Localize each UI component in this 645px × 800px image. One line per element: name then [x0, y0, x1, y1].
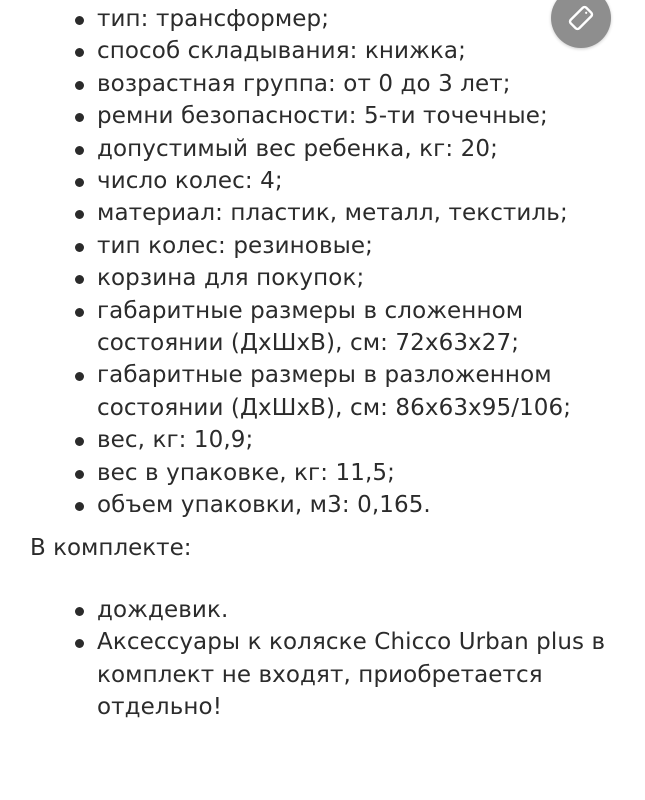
spec-item — [0, 3, 645, 35]
bullet-icon — [75, 502, 84, 511]
spec-item — [0, 165, 645, 197]
bullet-icon — [75, 81, 84, 90]
spec-text: габаритные размеры в сложенном состоянии (ДхШхВ), см: 72х63х27; — [97, 297, 524, 357]
spec-text: материал: пластик, металл, текстиль; — [97, 200, 568, 227]
spec-item — [0, 424, 645, 456]
spec-text: объем упаковки, м3: 0,165. — [97, 492, 431, 519]
bullet-icon — [75, 210, 84, 219]
spec-item — [0, 133, 645, 165]
spec-item — [0, 457, 645, 489]
spec-text: тип колес: резиновые; — [97, 232, 373, 259]
spec-text: вес, кг: 10,9; — [97, 427, 254, 454]
bullet-icon — [75, 470, 84, 479]
kit-list — [0, 594, 645, 724]
spec-item — [0, 262, 645, 294]
rotate-screen-icon — [565, 2, 597, 34]
bullet-icon — [75, 308, 84, 317]
bullet-icon — [75, 372, 84, 381]
spec-text: способ складывания: книжка; — [97, 38, 466, 65]
spec-text: возрастная группа: от 0 до 3 лет; — [97, 70, 511, 97]
bullet-icon — [75, 146, 84, 155]
spec-text: допустимый вес ребенка, кг: 20; — [97, 135, 498, 162]
spec-text: число колес: 4; — [97, 168, 283, 195]
bullet-icon — [75, 607, 84, 616]
spec-text: тип: трансформер; — [97, 6, 330, 32]
bullet-icon — [75, 275, 84, 284]
bullet-icon — [75, 178, 84, 187]
spec-text: корзина для покупок; — [97, 265, 365, 292]
kit-text: Аксессуары к коляске Chicco Urban plus в комплект не входят, приобретается отдельно! — [97, 629, 606, 721]
spec-item — [0, 100, 645, 132]
kit-item — [0, 594, 645, 626]
spec-item — [0, 489, 645, 521]
spec-item — [0, 68, 645, 100]
kit-item — [0, 626, 645, 723]
bullet-icon — [75, 437, 84, 446]
spec-item — [0, 359, 645, 424]
bullet-icon — [75, 243, 84, 252]
spec-text: вес в упаковке, кг: 11,5; — [97, 459, 395, 486]
spec-item — [0, 197, 645, 229]
bullet-icon — [75, 48, 84, 57]
kit-text: дождевик. — [97, 597, 229, 623]
spec-text: ремни безопасности: 5-ти точечные; — [97, 103, 548, 130]
bullet-icon — [75, 113, 84, 122]
spec-text: габаритные размеры в разложенном состоянии (ДхШхВ), см: 86х63х95/106; — [97, 362, 572, 421]
bullet-icon — [75, 16, 84, 25]
specs-list — [0, 3, 645, 522]
spec-item — [0, 35, 645, 67]
spec-item — [0, 295, 645, 360]
kit-section-title: В комплекте: — [30, 535, 192, 561]
spec-item — [0, 230, 645, 262]
bullet-icon — [75, 639, 84, 648]
